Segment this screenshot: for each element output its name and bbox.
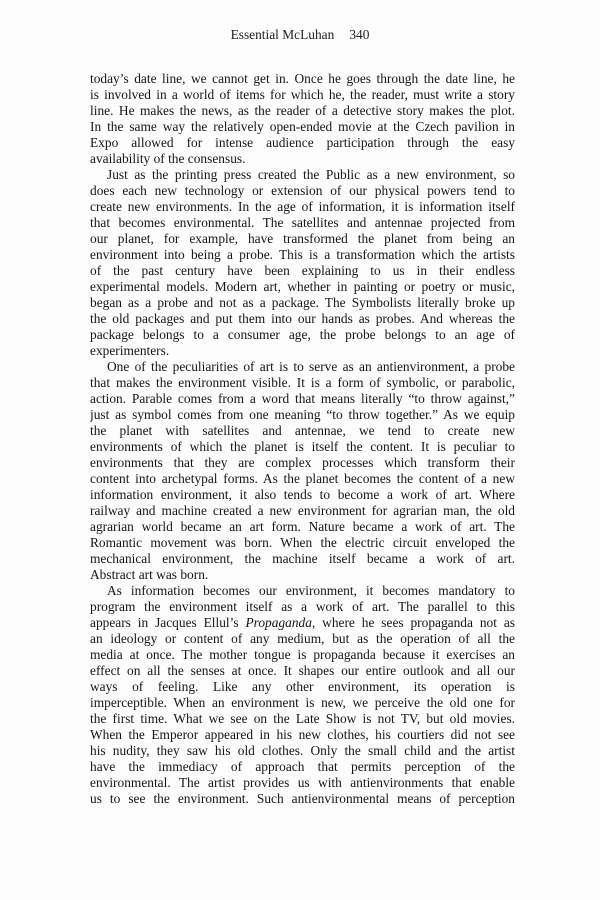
text-line: package belongs to a consumer age, the probe belongs to an age of (90, 327, 515, 342)
text-line: One of the peculiarities of art is to serve as an antienvironment, a probe (107, 359, 515, 374)
paragraph-3 (90, 359, 515, 583)
text-line: appears in Jacques Ellul’s Propaganda, where he sees propaganda not as (90, 615, 515, 630)
text-line: that makes the environment visible. It is a form of symbolic, or parabolic, (90, 375, 515, 390)
paragraph-4 (90, 583, 515, 807)
text-line: us to see the environment. Such antienvironmental means of perception (90, 791, 515, 806)
text-line: content into archetypal forms. As the planet becomes the content of a new (90, 471, 515, 486)
text-line: When the Emperor appeared in his new clothes, his courtiers did not see (90, 727, 515, 742)
text-line: is involved in a world of items for which he, the reader, must write a story (90, 87, 515, 102)
text-line: line. He makes the news, as the reader of a detective story makes the plot. (90, 103, 515, 118)
text-line: As information becomes our environment, it becomes mandatory to (107, 583, 515, 598)
text-line: the first time. What we see on the Late Show is not TV, but old movies. (90, 711, 515, 726)
text-line: experimenters. (90, 343, 170, 358)
text-line: have the immediacy of approach that permits perception of the (90, 759, 515, 774)
text-line: information environment, it also tends to become a work of art. Where (90, 487, 515, 502)
text-line: experimental models. Modern art, whether in painting or poetry or music, (90, 279, 515, 294)
text-line: just as symbol comes from one meaning “to throw together.” As we equip (90, 407, 515, 422)
text-line: create new environments. In the age of information, it is information itself (90, 199, 515, 214)
text-line: agrarian world became an art form. Nature became a work of art. The (90, 519, 515, 534)
text-line: Abstract art was born. (90, 567, 209, 582)
text-line: of the past century have been explaining to us in their endless (90, 263, 515, 278)
text-line: ways of feeling. Like any other environment, its operation is (90, 679, 515, 694)
text-line: environment into being a probe. This is a transformation which the artists (90, 247, 515, 262)
paragraph-1 (90, 71, 515, 167)
text-line: Just as the printing press created the Public as a new environment, so (107, 167, 515, 182)
text-line: environments that they are complex processes which transform their (90, 455, 515, 470)
text-line: media at once. The mother tongue is propaganda because it exercises an (90, 647, 515, 662)
text-line: that becomes environmental. The satellites and antennae projected from (90, 215, 515, 230)
text-line: effect on all the senses at once. It shapes our entire outlook and all our (90, 663, 515, 678)
text-line: an ideology or content of any medium, but as the operation of all the (90, 631, 515, 646)
text-line: program the environment itself as a work of art. The parallel to this (90, 599, 515, 614)
text-line: environmental. The artist provides us with antienvironments that enable (90, 775, 515, 790)
text-line: In the same way the relatively open-ended movie at the Czech pavilion in (90, 119, 515, 134)
page-number: 340 (349, 27, 370, 42)
text-line: imperceptible. When an environment is new, we perceive the old one for (90, 695, 515, 710)
text-line: the old packages and put them into our hands as probes. And whereas the (90, 311, 515, 326)
text-line: does each new technology or extension of our physical powers tend to (90, 183, 515, 198)
text-line: railway and machine created a new environment for agrarian man, the old (90, 503, 515, 518)
text-line: the planet with satellites and antennae, we tend to create new (90, 423, 515, 438)
text-line: action. Parable comes from a word that means literally “to throw against,” (90, 391, 515, 406)
text-line: began as a probe and not as a package. The Symbolists literally broke up (90, 295, 515, 310)
text-line: availability of the consensus. (90, 151, 246, 166)
text-line: his nudity, they saw his old clothes. Only the small child and the artist (90, 743, 515, 758)
text-line: mechanical environment, the machine itself became a work of art. (90, 551, 515, 566)
paragraph-2 (90, 167, 515, 359)
text-line: today’s date line, we cannot get in. Once he goes through the date line, he (90, 71, 515, 86)
text-line: environments of which the planet is itself the content. It is peculiar to (90, 439, 515, 454)
text-line: our planet, for example, have transformed the planet from being an (90, 231, 515, 246)
body-text (90, 71, 515, 807)
book-title: Essential McLuhan (230, 27, 335, 42)
running-header (0, 27, 600, 42)
text-line: Romantic movement was born. When the electric circuit enveloped the (90, 535, 515, 550)
text-line: Expo allowed for intense audience participation through the easy (90, 135, 515, 150)
